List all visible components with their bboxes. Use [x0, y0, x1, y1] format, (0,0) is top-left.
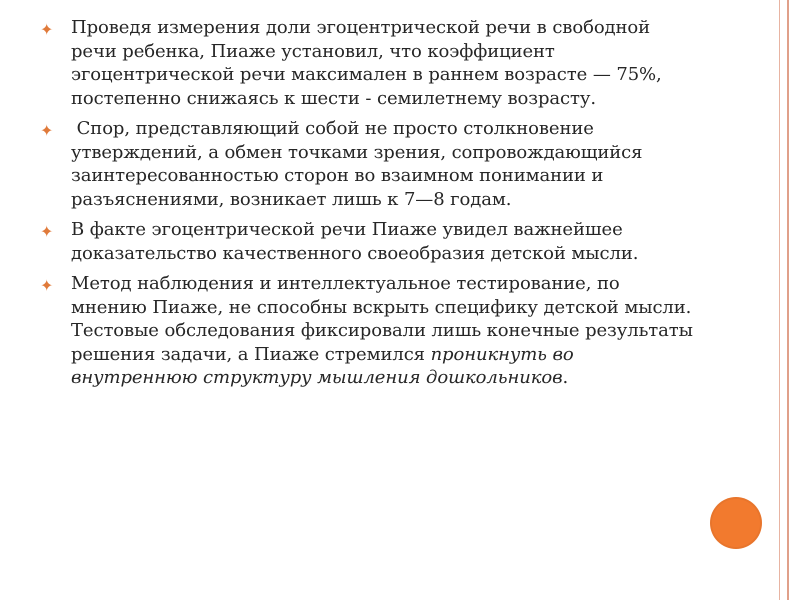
list-item [40, 272, 700, 390]
bullet-text: В факте эгоцентрической речи Пиаже увидел важнейшее доказательство качественного своеобразия детской мысли. [71, 219, 639, 264]
bullet-icon: ✦ [40, 276, 54, 295]
bullet-list [40, 16, 700, 397]
emphasized-text: проникнуть во внутреннюю структуру мышления дошкольников [71, 343, 574, 388]
bullet-icon: ✦ [40, 222, 54, 241]
sentence-end: . [562, 367, 569, 388]
bullet-text: Метод наблюдения и интеллектуальное тестирование, по мнению Пиаже, не способны вскрыть специфику детской мысли. Тестовые обследования фиксировали лишь конечные результаты решения задачи, а Пиаже стремился [71, 273, 693, 365]
right-border-outer-line [787, 0, 789, 600]
bullet-text: Проведя измерения доли эгоцентрической речи в свободной речи ребенка, Пиаже установил, что коэффициент эгоцентрической речи максимален в раннем возрасте — 75%, постепенно снижаясь к шести - семилетнему возрасту. [71, 17, 662, 109]
list-item [40, 117, 700, 211]
list-item [40, 16, 700, 110]
decorative-circle [710, 497, 762, 549]
right-border-inner-line [779, 0, 780, 600]
bullet-text: Спор, представляющий собой не просто столкновение утверждений, а обмен точками зрения, сопровождающийся заинтересованностью сторон во взаимном понимании и разъяснениями, возникает лишь к 7—8 годам. [71, 118, 649, 210]
bullet-icon: ✦ [40, 121, 54, 140]
list-item [40, 218, 700, 265]
bullet-icon: ✦ [40, 20, 54, 39]
